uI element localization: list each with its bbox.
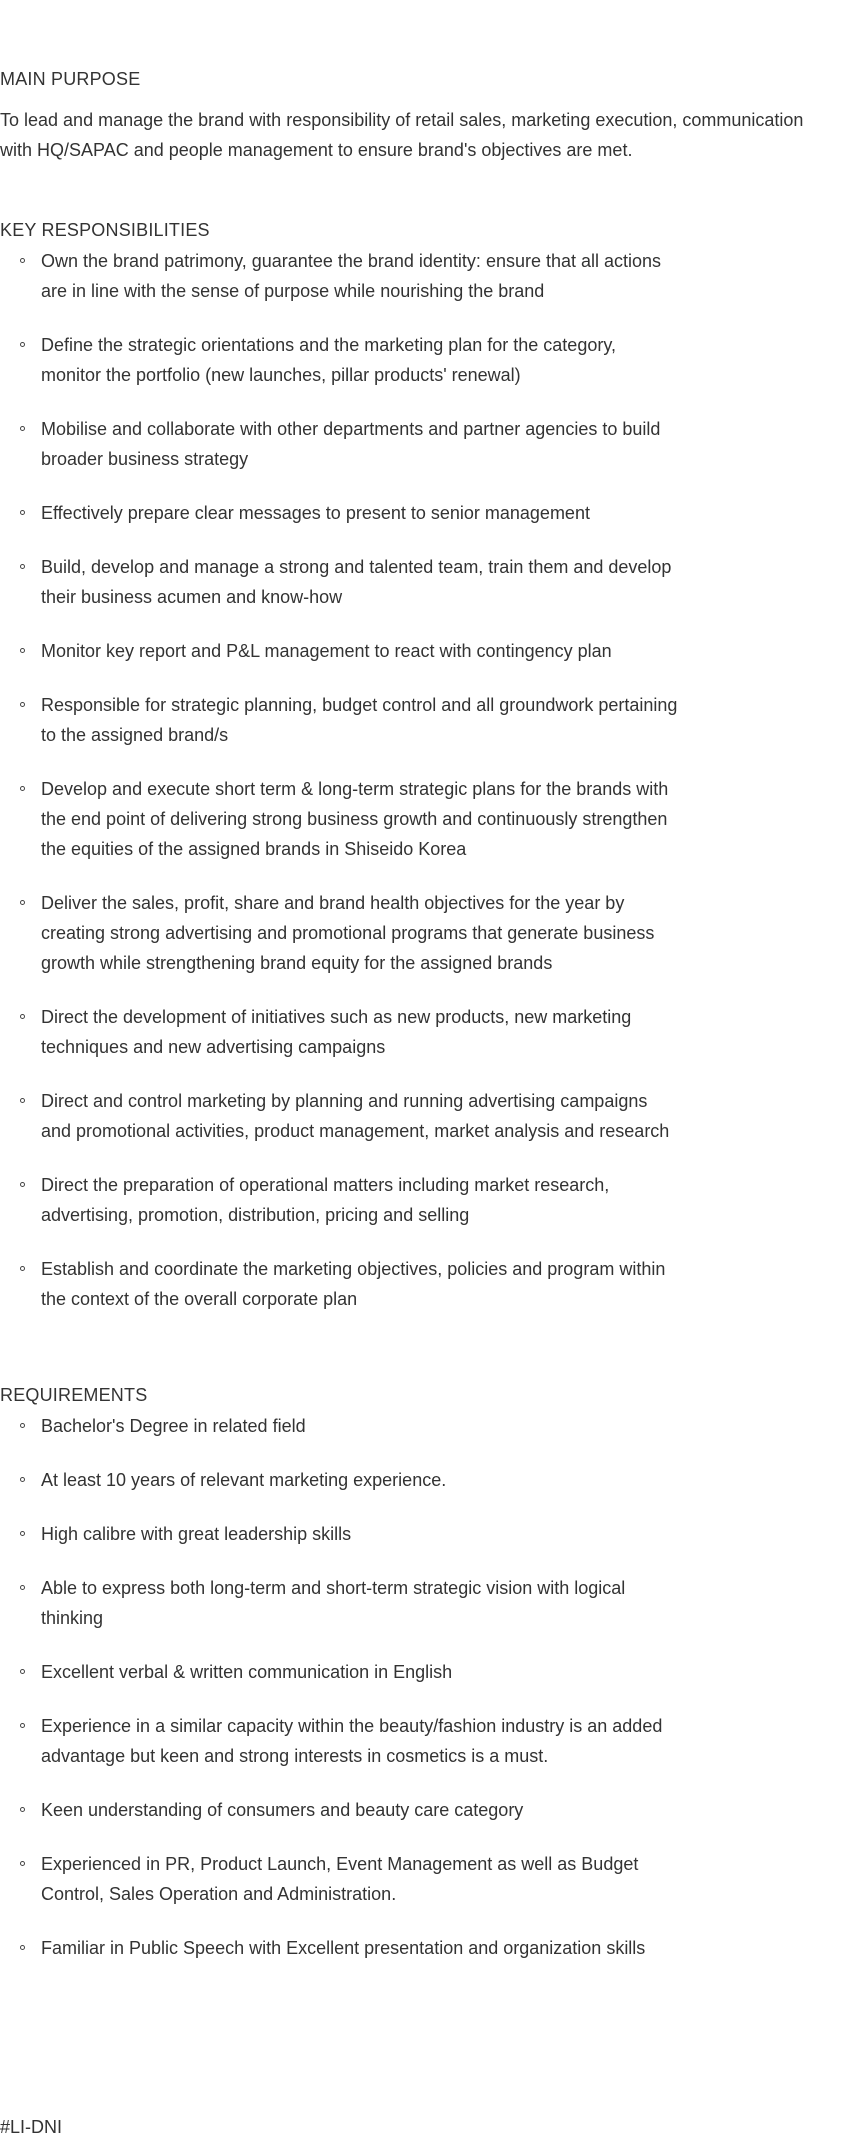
list-item-text: Effectively prepare clear messages to present to senior management (41, 503, 590, 523)
list-item (0, 1170, 681, 1230)
bullet-icon (20, 1669, 25, 1674)
list-item-text: Excellent verbal & written communication in English (41, 1662, 453, 1682)
list-item (0, 1002, 681, 1062)
bullet-icon (20, 564, 25, 569)
bullet-icon (20, 1807, 25, 1812)
list-item (0, 1657, 681, 1687)
list-item-text: Bachelor's Degree in related field (41, 1416, 306, 1436)
list-item (0, 888, 681, 978)
bullet-icon (20, 1098, 25, 1103)
list-item (0, 1086, 681, 1146)
bullet-icon (20, 342, 25, 347)
list-item-text: Experience in a similar capacity within the beauty/fashion industry is an added advantage but keen and strong interests in cosmetics is a must. (41, 1716, 663, 1766)
list-item-text: Able to express both long-term and short-term strategic vision with logical thinking (41, 1578, 626, 1628)
list-item-text: Keen understanding of consumers and beauty care category (41, 1800, 524, 1820)
bullet-icon (20, 258, 25, 263)
list-item (0, 1254, 681, 1314)
list-item-text: Define the strategic orientations and the marketing plan for the category, monitor the portfolio (new launches, pillar products' renewal) (41, 335, 616, 385)
list-item-text: Mobilise and collaborate with other departments and partner agencies to build broader business strategy (41, 419, 661, 469)
bullet-icon (20, 648, 25, 653)
list-item-text: Experienced in PR, Product Launch, Event Management as well as Budget Control, Sales Operation and Administration. (41, 1854, 639, 1904)
list-item (0, 1411, 681, 1441)
list-item (0, 1849, 681, 1909)
list-item (0, 1573, 681, 1633)
requirements-heading: REQUIREMENTS (0, 1385, 148, 1405)
list-item-text: Develop and execute short term & long-term strategic plans for the brands with the end point of delivering strong business growth and continuously strengthen the equities of the assigned brands in Shiseido Korea (41, 779, 669, 859)
list-item (0, 1711, 681, 1771)
bullet-icon (20, 1266, 25, 1271)
bullet-icon (20, 1945, 25, 1950)
key-responsibilities-heading: KEY RESPONSIBILITIES (0, 220, 210, 240)
main-purpose-heading: MAIN PURPOSE (0, 69, 141, 89)
list-item (0, 1465, 681, 1495)
list-item-text: High calibre with great leadership skills (41, 1524, 352, 1544)
list-item (0, 1933, 681, 1963)
list-item (0, 774, 681, 864)
bullet-icon (20, 1723, 25, 1728)
list-item (0, 552, 681, 612)
bullet-icon (20, 1182, 25, 1187)
bullet-icon (20, 702, 25, 707)
list-item-text: Establish and coordinate the marketing objectives, policies and program within the context of the overall corporate plan (41, 1259, 666, 1309)
bullet-icon (20, 1477, 25, 1482)
main-purpose-text: To lead and manage the brand with responsibility of retail sales, marketing execution, communication with HQ/SAPAC and people management to ensure brand's objectives are met. (0, 110, 804, 160)
list-item (0, 690, 681, 750)
bullet-icon (20, 1531, 25, 1536)
key-responsibilities-list (0, 246, 681, 1338)
list-item-text: Direct the preparation of operational matters including market research, advertising, promotion, distribution, pricing and selling (41, 1175, 610, 1225)
list-item (0, 636, 681, 666)
list-item (0, 1519, 681, 1549)
list-item-text: Direct the development of initiatives such as new products, new marketing techniques and new advertising campaigns (41, 1007, 632, 1057)
list-item-text: Familiar in Public Speech with Excellent presentation and organization skills (41, 1938, 646, 1958)
bullet-icon (20, 1423, 25, 1428)
list-item-text: Own the brand patrimony, guarantee the brand identity: ensure that all actions are in line with the sense of purpose while nourishing the brand (41, 251, 662, 301)
list-item (0, 1795, 681, 1825)
requirements-list (0, 1411, 681, 1987)
list-item (0, 330, 681, 390)
list-item-text: Responsible for strategic planning, budget control and all groundwork pertaining to the assigned brand/s (41, 695, 678, 745)
list-item-text: At least 10 years of relevant marketing experience. (41, 1470, 447, 1490)
hashtag: #LI-DNI (0, 2117, 63, 2137)
list-item-text: Monitor key report and P&L management to react with contingency plan (41, 641, 612, 661)
list-item-text: Deliver the sales, profit, share and brand health objectives for the year by creating strong advertising and promotional programs that generate business growth while strengthening brand equity for the assigned brands (41, 893, 655, 973)
bullet-icon (20, 510, 25, 515)
list-item (0, 246, 681, 306)
bullet-icon (20, 1585, 25, 1590)
bullet-icon (20, 900, 25, 905)
bullet-icon (20, 426, 25, 431)
bullet-icon (20, 786, 25, 791)
list-item (0, 414, 681, 474)
bullet-icon (20, 1014, 25, 1019)
list-item-text: Direct and control marketing by planning and running advertising campaigns and promotional activities, product management, market analysis and research (41, 1091, 670, 1141)
bullet-icon (20, 1861, 25, 1866)
list-item-text: Build, develop and manage a strong and talented team, train them and develop their business acumen and know-how (41, 557, 672, 607)
list-item (0, 498, 681, 528)
